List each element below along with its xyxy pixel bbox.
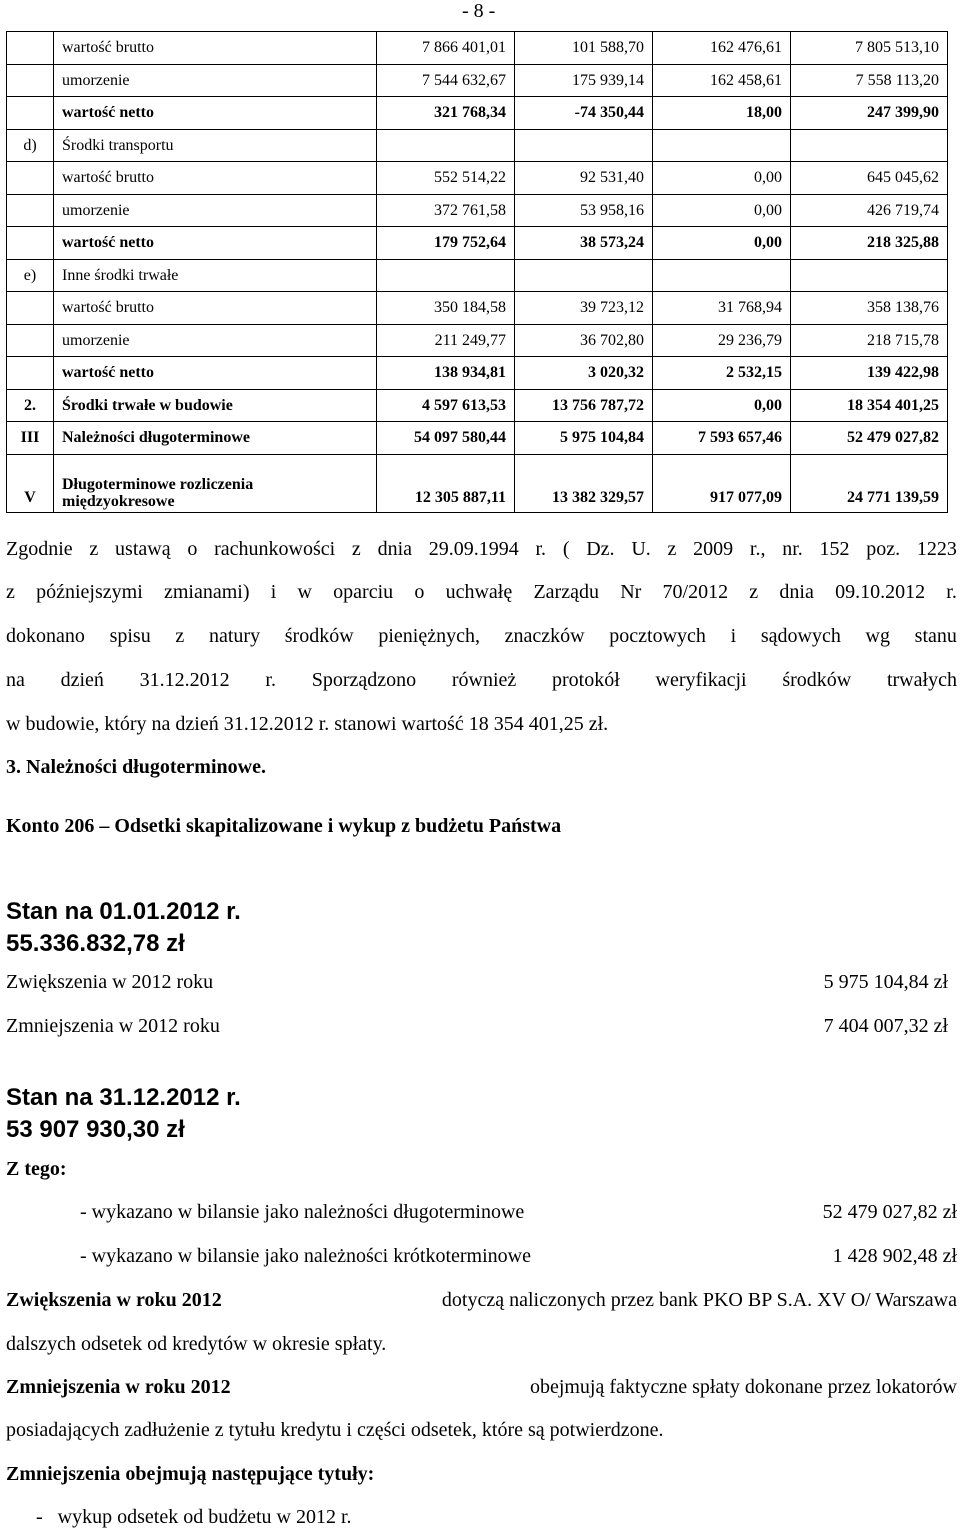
table-row xyxy=(7,129,948,162)
table-row xyxy=(7,422,948,455)
value-cell: -74 350,44 xyxy=(515,97,653,130)
paragraph-line: w budowie, który na dzień 31.12.2012 r. stanowi wartość 18 354 401,25 zł. xyxy=(6,713,609,735)
value-cell xyxy=(515,129,653,162)
value-cell: 218 325,88 xyxy=(791,227,948,260)
value-cell: 24 771 139,59 xyxy=(791,454,948,512)
row-label: e) xyxy=(7,259,54,292)
value-cell: 162 476,61 xyxy=(653,32,791,65)
row-description: wartość brutto xyxy=(54,292,377,325)
value-cell: 358 138,76 xyxy=(791,292,948,325)
table-row xyxy=(7,292,948,325)
value-cell: 4 597 613,53 xyxy=(377,389,515,422)
paragraph-line: posiadających zadłużenie z tytułu kredytu i części odsetek, które są potwierdzone. xyxy=(6,1419,664,1441)
paragraph-line: z późniejszymi zmianami) i w oparciu o uchwałę Zarządu Nr 70/2012 z dnia 09.10.2012 r. xyxy=(6,581,957,603)
row-description: wartość netto xyxy=(54,97,377,130)
value-cell: 321 768,34 xyxy=(377,97,515,130)
closing-balance-amount: 53 907 930,30 zł xyxy=(6,1116,185,1143)
row-description: wartość brutto xyxy=(54,32,377,65)
value-cell: 138 934,81 xyxy=(377,357,515,390)
value-cell xyxy=(377,259,515,292)
paragraph-line: Zgodnie z ustawą o rachunkowości z dnia 29.09.1994 r. ( Dz. U. z 2009 r., nr. 152 poz. 1223 xyxy=(6,538,957,560)
value-cell: 12 305 887,11 xyxy=(377,454,515,512)
page-number: - 8 - xyxy=(462,0,496,22)
increases-label: Zwiększenia w 2012 roku xyxy=(6,971,214,993)
row-label xyxy=(7,292,54,325)
value-cell: 7 558 113,20 xyxy=(791,64,948,97)
table-row xyxy=(7,64,948,97)
row-label: d) xyxy=(7,129,54,162)
paragraph-line: Zmniejszenia w roku 2012 obejmują faktyczne spłaty dokonane przez lokatorów xyxy=(6,1376,957,1398)
paragraph-line: dalszych odsetek od kredytów w okresie spłaty. xyxy=(6,1333,387,1355)
value-cell: 350 184,58 xyxy=(377,292,515,325)
short-term-label: - wykazano w bilansie jako należności krótkoterminowe xyxy=(80,1245,531,1267)
value-cell: 101 588,70 xyxy=(515,32,653,65)
table-row xyxy=(7,454,948,512)
row-label xyxy=(7,324,54,357)
table-row xyxy=(7,194,948,227)
row-description: Środki transportu xyxy=(54,129,377,162)
long-term-label: - wykazano w bilansie jako należności długoterminowe xyxy=(80,1201,525,1223)
value-cell: 179 752,64 xyxy=(377,227,515,260)
row-description: wartość netto xyxy=(54,227,377,260)
value-cell: 7 866 401,01 xyxy=(377,32,515,65)
row-description: umorzenie xyxy=(54,194,377,227)
value-cell xyxy=(653,259,791,292)
value-cell: 39 723,12 xyxy=(515,292,653,325)
value-cell: 29 236,79 xyxy=(653,324,791,357)
row-label xyxy=(7,194,54,227)
table-row xyxy=(7,324,948,357)
value-cell: 54 097 580,44 xyxy=(377,422,515,455)
long-term-amount: 52 479 027,82 zł xyxy=(822,1201,957,1223)
table-row xyxy=(7,227,948,260)
value-cell: 139 422,98 xyxy=(791,357,948,390)
row-description: umorzenie xyxy=(54,324,377,357)
row-description: Inne środki trwałe xyxy=(54,259,377,292)
value-cell xyxy=(791,129,948,162)
opening-balance-label: Stan na 01.01.2012 r. xyxy=(6,898,241,925)
paragraph-line: na dzień 31.12.2012 r. Sporządzono również protokół weryfikacji środków trwałych xyxy=(6,669,957,691)
row-label: 2. xyxy=(7,389,54,422)
value-cell: 645 045,62 xyxy=(791,162,948,195)
value-cell: 0,00 xyxy=(653,389,791,422)
opening-balance-amount: 55.336.832,78 zł xyxy=(6,930,185,957)
value-cell: 13 756 787,72 xyxy=(515,389,653,422)
table-row xyxy=(7,357,948,390)
row-label: III xyxy=(7,422,54,455)
value-cell xyxy=(653,129,791,162)
increases-amount: 5 975 104,84 zł xyxy=(823,971,948,993)
value-cell: 3 020,32 xyxy=(515,357,653,390)
row-label xyxy=(7,227,54,260)
row-label xyxy=(7,64,54,97)
row-description: wartość brutto xyxy=(54,162,377,195)
section-heading: 3. Należności długoterminowe. xyxy=(6,756,266,778)
row-label xyxy=(7,357,54,390)
decreases-label: Zmniejszenia w 2012 roku xyxy=(6,1015,220,1037)
value-cell xyxy=(791,259,948,292)
value-cell: 917 077,09 xyxy=(653,454,791,512)
row-label xyxy=(7,97,54,130)
row-description: umorzenie xyxy=(54,64,377,97)
title-item: - wykup odsetek od budżetu w 2012 r. xyxy=(36,1506,352,1528)
value-cell: 0,00 xyxy=(653,194,791,227)
value-cell: 0,00 xyxy=(653,162,791,195)
row-label: V xyxy=(7,454,54,512)
value-cell: 53 958,16 xyxy=(515,194,653,227)
value-cell: 18 354 401,25 xyxy=(791,389,948,422)
fixed-assets-table xyxy=(6,31,948,513)
value-cell: 38 573,24 xyxy=(515,227,653,260)
konto-heading: Konto 206 – Odsetki skapitalizowane i wykup z budżetu Państwa xyxy=(6,815,562,837)
paragraph-line: dokonano spisu z natury środków pieniężnych, znaczków pocztowych i sądowych wg stanu xyxy=(6,625,957,647)
table-row xyxy=(7,162,948,195)
value-cell: 2 532,15 xyxy=(653,357,791,390)
value-cell: 52 479 027,82 xyxy=(791,422,948,455)
value-cell: 162 458,61 xyxy=(653,64,791,97)
row-label xyxy=(7,162,54,195)
value-cell: 175 939,14 xyxy=(515,64,653,97)
value-cell: 5 975 104,84 xyxy=(515,422,653,455)
value-cell: 13 382 329,57 xyxy=(515,454,653,512)
row-description: Należności długoterminowe xyxy=(54,422,377,455)
closing-balance-label: Stan na 31.12.2012 r. xyxy=(6,1084,241,1111)
row-description: Długoterminowe rozliczenia międzyokresowe xyxy=(54,454,377,512)
table-row xyxy=(7,389,948,422)
row-description: Środki trwałe w budowie xyxy=(54,389,377,422)
table-row xyxy=(7,32,948,65)
value-cell: 218 715,78 xyxy=(791,324,948,357)
value-cell xyxy=(377,129,515,162)
value-cell: 372 761,58 xyxy=(377,194,515,227)
value-cell: 552 514,22 xyxy=(377,162,515,195)
value-cell: 426 719,74 xyxy=(791,194,948,227)
value-cell: 247 399,90 xyxy=(791,97,948,130)
value-cell: 0,00 xyxy=(653,227,791,260)
value-cell: 7 544 632,67 xyxy=(377,64,515,97)
row-label xyxy=(7,32,54,65)
titles-heading: Zmniejszenia obejmują następujące tytuły: xyxy=(6,1463,375,1485)
value-cell: 36 702,80 xyxy=(515,324,653,357)
decreases-2012-bold: Zmniejszenia w roku 2012 xyxy=(6,1376,231,1398)
value-cell: 31 768,94 xyxy=(653,292,791,325)
row-description: wartość netto xyxy=(54,357,377,390)
table-row xyxy=(7,259,948,292)
value-cell: 18,00 xyxy=(653,97,791,130)
value-cell: 92 531,40 xyxy=(515,162,653,195)
table-row xyxy=(7,97,948,130)
value-cell: 211 249,77 xyxy=(377,324,515,357)
value-cell xyxy=(515,259,653,292)
decreases-amount: 7 404 007,32 zł xyxy=(823,1015,948,1037)
value-cell: 7 593 657,46 xyxy=(653,422,791,455)
value-cell: 7 805 513,10 xyxy=(791,32,948,65)
increases-2012-bold: Zwiększenia w roku 2012 xyxy=(6,1289,222,1311)
short-term-amount: 1 428 902,48 zł xyxy=(832,1245,957,1267)
paragraph-line: Zwiększenia w roku 2012 dotyczą naliczonych przez bank PKO BP S.A. XV O/ Warszawa xyxy=(6,1289,957,1311)
of-which-label: Z tego: xyxy=(6,1158,67,1180)
